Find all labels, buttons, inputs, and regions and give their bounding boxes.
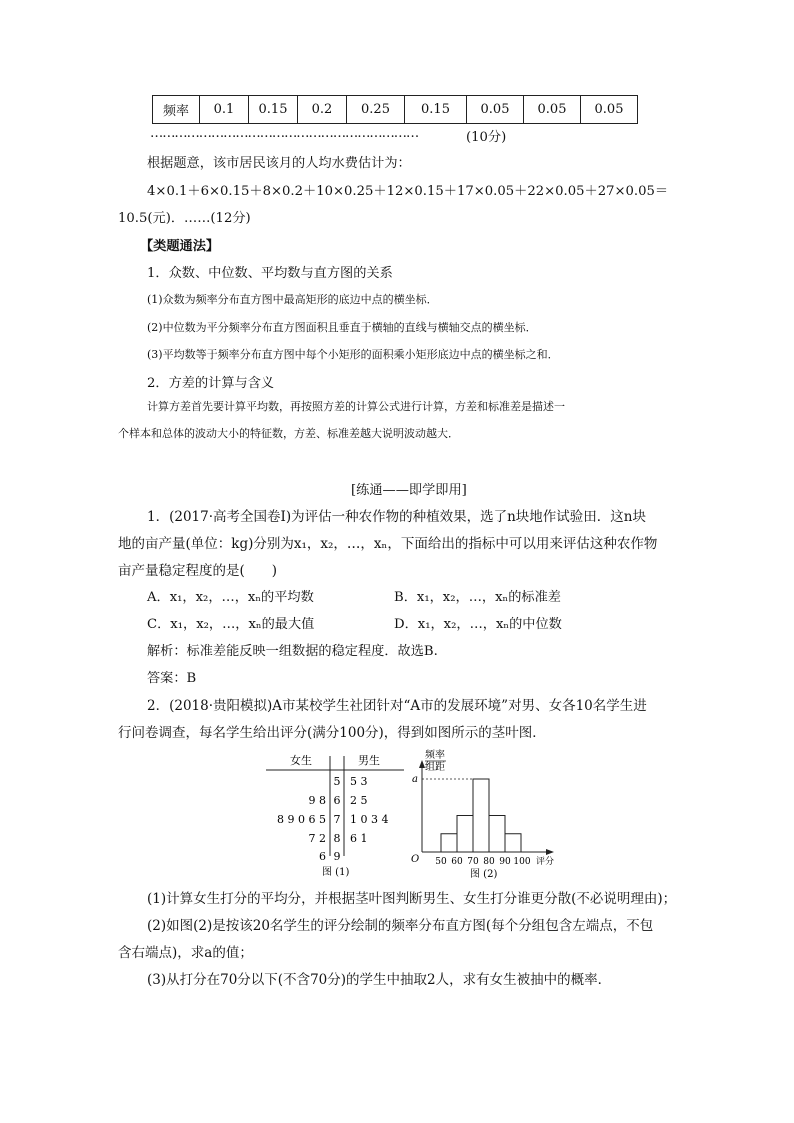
- question-line: 地的亩产量(单位：kg)分别为x₁，x₂，…，xₙ，下面给出的指标中可以用来评估这种农作物: [118, 536, 658, 552]
- x-tick-label: 90: [499, 857, 511, 867]
- x-tick-label: 100: [513, 857, 531, 867]
- question-line: 行问卷调查，每名学生给出评分(满分100分)，得到如图所示的茎叶图．: [118, 725, 546, 741]
- x-tick-label: 80: [483, 857, 495, 867]
- stem: 7: [333, 813, 341, 826]
- x-unit-label: 评分: [536, 857, 555, 867]
- stem: 6: [333, 794, 341, 807]
- table-cell: 0.1: [200, 96, 249, 124]
- question-line: 2．(2018·贵阳模拟)A市某校学生社团针对“A市的发展环境”对男、女各10名学生进: [147, 698, 647, 714]
- histogram-bar: [473, 779, 489, 852]
- table-cell: 0.05: [581, 96, 638, 124]
- x-tick-label: 50: [435, 857, 447, 867]
- heading: 2．方差的计算与含义: [147, 376, 275, 391]
- stem: 9: [333, 850, 341, 863]
- paragraph: (1)众数为频率分布直方图中最高矩形的底边中点的横坐标．: [147, 293, 438, 306]
- histogram-bar: [505, 834, 521, 852]
- paragraph: 个样本和总体的波动大小的特征数，方差、标准差越大说明波动越大．: [118, 427, 459, 440]
- y-label-bottom: 组距: [425, 762, 445, 773]
- option-b: B．x₁，x₂，…，xₙ的标准差: [394, 590, 561, 605]
- question-part: 含右端点)，求a的值；: [118, 945, 253, 961]
- histogram: [408, 748, 568, 880]
- paragraph: (3)平均数等于频率分布直方图中每个小矩形的面积乘小矩形底边中点的横坐标之和．: [147, 348, 559, 361]
- score-label: (10分): [466, 130, 507, 145]
- histogram-bar: [457, 816, 473, 853]
- figure-caption: 图 (2): [470, 869, 498, 880]
- question-part: (2)如图(2)是按该20名学生的评分绘制的频率分布直方图(每个分组包含左端点，不包: [147, 918, 654, 934]
- section-title: 【类题通法】: [140, 239, 220, 254]
- x-axis-arrow: [546, 849, 554, 855]
- female-label: 女生: [290, 754, 312, 767]
- y-label-top: 频率: [425, 750, 445, 761]
- female-leaves: 7 2: [308, 832, 326, 845]
- histogram-bar: [441, 834, 457, 852]
- female-leaves: 9 8: [308, 794, 326, 807]
- stem: 5: [333, 775, 341, 788]
- table-cell: 0.05: [467, 96, 524, 124]
- option-a: A．x₁，x₂，…，xₙ的平均数: [147, 590, 314, 605]
- dotted-leader: …………………………………………………………: [150, 126, 419, 141]
- option-c: C．x₁，x₂，…，xₙ的最大值: [147, 617, 315, 632]
- question-part: (3)从打分在70分以下(不含70分)的学生中抽取2人，求有女生被抽中的概率．: [147, 972, 612, 988]
- a-label: a: [412, 774, 418, 785]
- female-leaves: 6: [319, 850, 326, 863]
- formula-result: 10.5(元)．……(12分): [118, 211, 251, 226]
- male-leaves: 1 0 3 4: [350, 813, 389, 826]
- paragraph: (2)中位数为平分频率分布直方图面积且垂直于横轴的直线与横轴交点的横坐标．: [147, 321, 537, 334]
- practice-title: [练通——即学即用]: [351, 483, 467, 498]
- female-leaves: 8 9 0 6 5: [277, 813, 326, 826]
- stem: 8: [333, 832, 341, 845]
- table-cell: 0.15: [249, 96, 298, 124]
- table-cell: 0.25: [347, 96, 405, 124]
- male-leaves: 6 1: [350, 832, 368, 845]
- male-label: 男生: [358, 754, 380, 767]
- paragraph: 计算方差首先要计算平均数，再按照方差的计算公式进行计算，方差和标准差是描述一: [147, 400, 565, 413]
- table-cell: 0.15: [405, 96, 467, 124]
- x-tick-label: 60: [451, 857, 463, 867]
- question-line: 1．(2017·高考全国卷Ⅰ)为评估一种农作物的种植效果，选了n块地作试验田．这n块: [147, 509, 646, 525]
- formula: 4×0.1＋6×0.15＋8×0.2＋10×0.25＋12×0.15＋17×0.05＋22×0.05＋27×0.05＝: [147, 184, 669, 199]
- male-leaves: 2 5: [350, 794, 368, 807]
- table-cell: 0.2: [298, 96, 347, 124]
- heading: 1．众数、中位数、平均数与直方图的关系: [147, 266, 393, 281]
- table-header-cell: 频率: [153, 96, 200, 124]
- histogram-bar: [489, 816, 505, 853]
- x-tick-label: 70: [467, 857, 479, 867]
- question-line: 亩产量稳定程度的是( ): [118, 563, 278, 579]
- paragraph: 根据题意，该市居民该月的人均水费估计为：: [147, 156, 411, 171]
- figure-caption: 图 (1): [322, 867, 350, 878]
- stem-leaf-plot: [262, 748, 412, 878]
- solution: 解析：标准差能反映一组数据的稳定程度．故选B.: [147, 644, 438, 659]
- table-cell: 0.05: [524, 96, 581, 124]
- option-d: D．x₁，x₂，…，xₙ的中位数: [394, 617, 562, 632]
- male-leaves: 5 3: [350, 775, 368, 788]
- origin-label: O: [411, 854, 420, 865]
- answer: 答案：B: [147, 671, 197, 686]
- question-part: (1)计算女生打分的平均分，并根据茎叶图判断男生、女生打分谁更分散(不必说明理由)；: [147, 891, 677, 907]
- frequency-table: [152, 95, 638, 124]
